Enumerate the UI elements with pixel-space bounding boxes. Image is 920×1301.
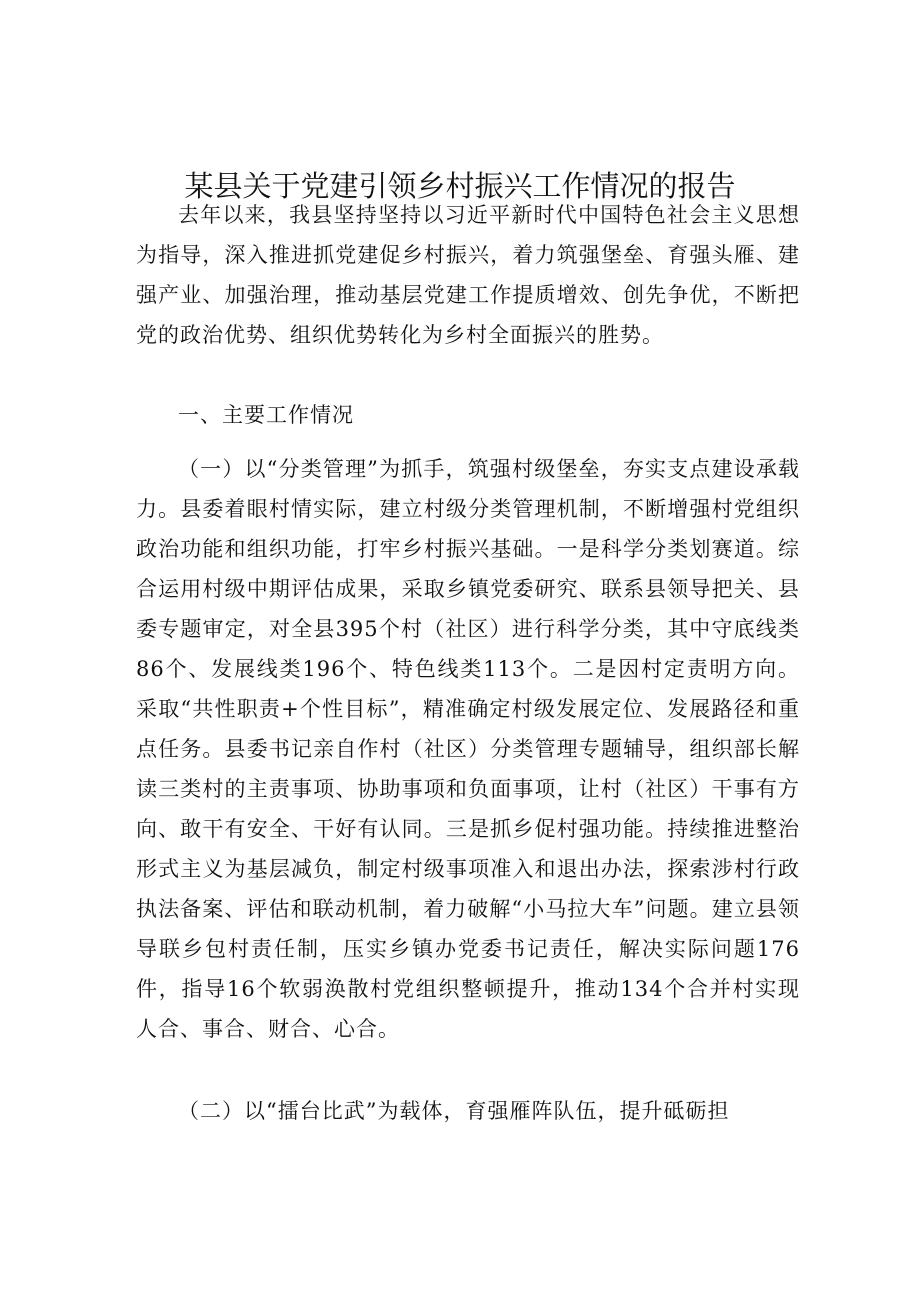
section-heading-main-work: 一、主要工作情况 — [178, 403, 354, 427]
document-title: 某县关于党建引领乡村振兴工作情况的报告 — [184, 169, 736, 203]
intro-paragraph: 去年以来，我县坚持坚持以习近平新时代中国特色社会主义思想为指导，深入推进抓党建促乡村振兴，着力筑强堡垒、育强头雁、建强产业、加强治理，推动基层党建工作提质增效、创先争优，不断把党的政治优势、组织优势转化为乡村全面振兴的胜势。 — [136, 203, 800, 347]
subsection-arena-competition: （二）以“擂台比武”为载体，育强雁阵队伍，提升砥砺担 — [178, 1099, 730, 1123]
subsection-classified-management: （一）以“分类管理”为抓手，筑强村级堡垒，夯实支点建设承载力。县委着眼村情实际，建立村级分类管理机制，不断增强村党组织政治功能和组织功能，打牢乡村振兴基础。一是科学分类划赛道。综合运用村级中期评估成果，采取乡镇党委研究、联系县领导把关、县委专题审定，对全县395个村（社区）进行科学分类，其中守底线类86个、发展线类196个、特色线类113个。二是因村定责明方向。采取“共性职责+个性目标”，精准确定村级发展定位、发展路径和重点任务。县委书记亲自作村（社区）分类管理专题辅导，组织部长解读三类村的主责事项、协助事项和负面事项，让村（社区）干事有方向、敢干有安全、干好有认同。三是抓乡促村强功能。持续推进整治形式主义为基层减负，制定村级事项准入和退出办法，探索涉村行政执法备案、评估和联动机制，着力破解“小马拉大车”问题。建立县领导联乡包村责任制，压实乡镇办党委书记责任，解决实际问题176件，指导16个软弱涣散村党组织整顿提升，推动134个合并村实现人合、事合、财合、心合。 — [136, 457, 800, 1041]
